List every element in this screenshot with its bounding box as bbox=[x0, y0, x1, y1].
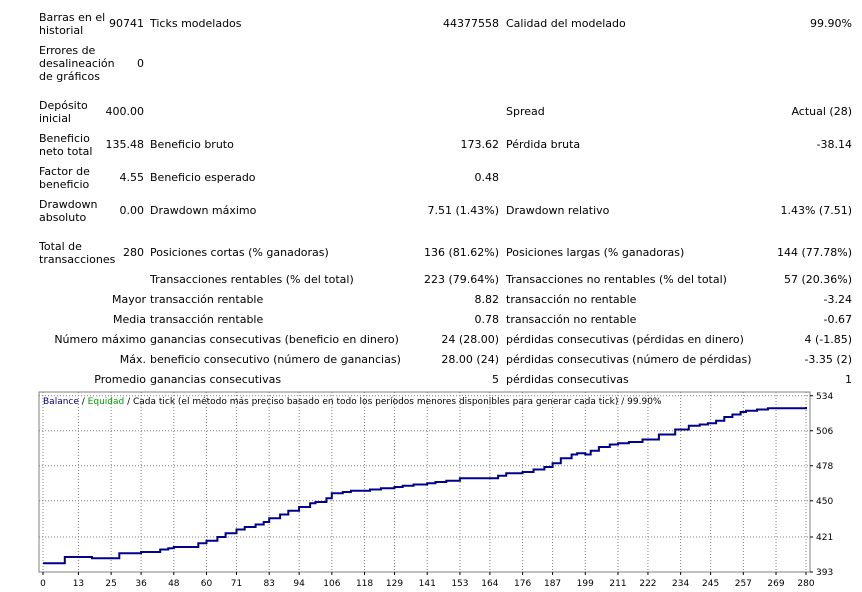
average-consecutive-label: Promedio bbox=[94, 373, 146, 386]
gross-loss-label: Pérdida bruta bbox=[506, 138, 581, 151]
loss-trades-label: Transacciones no rentables (% del total) bbox=[506, 273, 727, 286]
largest-profit-value: 8.82 bbox=[474, 293, 499, 306]
maximal-consecutive-profit-value: 28.00 (24) bbox=[441, 353, 499, 366]
long-positions-value: 144 (77.78%) bbox=[776, 246, 852, 259]
long-positions-label: Posiciones largas (% ganadoras) bbox=[506, 246, 685, 259]
absolute-drawdown-label: Drawdown absoluto bbox=[39, 198, 98, 224]
max-consecutive-losses-value: 4 (-1.85) bbox=[804, 333, 852, 346]
x-tick-label: 83 bbox=[263, 579, 275, 589]
x-tick-label: 60 bbox=[200, 579, 213, 589]
y-axis bbox=[810, 392, 833, 578]
x-tick-label: 269 bbox=[767, 579, 785, 589]
legend-equity: Equidad bbox=[87, 397, 125, 407]
maximal-drawdown-label: Drawdown máximo bbox=[150, 204, 257, 217]
total-trades-value: 280 bbox=[123, 246, 144, 259]
expected-payoff-value: 0.48 bbox=[474, 171, 499, 184]
largest-label: Mayor bbox=[112, 293, 146, 306]
initial-deposit-value: 400.00 bbox=[105, 105, 144, 118]
average-consecutive-losses-label: pérdidas consecutivas bbox=[506, 373, 629, 386]
modelling-quality-value: 99.90% bbox=[810, 17, 852, 30]
relative-drawdown-value: 1.43% (7.51) bbox=[780, 204, 852, 217]
max-consecutive-losses-label: pérdidas consecutivas (pérdidas en dinero) bbox=[506, 333, 744, 346]
y-tick-label: 421 bbox=[816, 533, 834, 543]
total-net-profit-value: 135.48 bbox=[105, 138, 144, 151]
gross-profit-value: 173.62 bbox=[460, 138, 499, 151]
gross-loss-value: -38.14 bbox=[816, 138, 852, 151]
x-tick-label: 106 bbox=[323, 579, 341, 589]
x-tick-label: 118 bbox=[355, 579, 374, 589]
bars-in-history-value: 90741 bbox=[109, 17, 144, 30]
average-consecutive-wins-value: 5 bbox=[492, 373, 499, 386]
average-label: Media bbox=[112, 313, 146, 326]
largest-loss-value: -3.24 bbox=[823, 293, 852, 306]
x-tick-label: 153 bbox=[451, 579, 469, 589]
gross-profit-label: Beneficio bruto bbox=[150, 138, 234, 151]
legend-sep: / bbox=[78, 397, 88, 407]
total-trades-label: Total de transacciones bbox=[39, 240, 116, 266]
largest-profit-label: transacción rentable bbox=[150, 293, 264, 306]
y-tick-label: 478 bbox=[816, 461, 834, 472]
x-tick-label: 48 bbox=[168, 579, 180, 589]
x-tick-label: 25 bbox=[105, 579, 117, 589]
x-tick-label: 245 bbox=[702, 579, 720, 589]
expected-payoff-label: Beneficio esperado bbox=[150, 171, 256, 184]
ticks-modelled-label: Ticks modelados bbox=[150, 17, 242, 30]
spread-value: Actual (28) bbox=[791, 105, 852, 118]
x-tick-label: 0 bbox=[40, 579, 46, 589]
x-tick-label: 280 bbox=[797, 579, 815, 589]
legend-description: / Cada tick (el método más preciso basado en todo los períodos menores disponibles para generar cada tick) / 99.90% bbox=[124, 397, 662, 407]
x-tick-label: 187 bbox=[543, 579, 562, 589]
y-tick-label: 506 bbox=[816, 426, 834, 437]
x-tick-label: 176 bbox=[514, 579, 532, 589]
loss-trades-value: 57 (20.36%) bbox=[783, 273, 852, 286]
maximal-drawdown-value: 7.51 (1.43%) bbox=[427, 204, 499, 217]
x-tick-label: 199 bbox=[576, 579, 594, 589]
x-tick-label: 257 bbox=[734, 579, 752, 589]
legend-balance: Balance bbox=[43, 397, 79, 407]
profit-trades-value: 223 (79.64%) bbox=[423, 273, 499, 286]
average-profit-label: transacción rentable bbox=[150, 313, 264, 326]
short-positions-value: 136 (81.62%) bbox=[423, 246, 499, 259]
x-tick-label: 234 bbox=[672, 579, 690, 589]
profit-trades-label: Transacciones rentables (% del total) bbox=[150, 273, 354, 286]
x-tick-label: 13 bbox=[72, 579, 85, 589]
initial-deposit-label: Depósito inicial bbox=[39, 99, 88, 125]
y-tick-label: 393 bbox=[816, 568, 834, 578]
x-tick-label: 94 bbox=[293, 579, 305, 589]
average-loss-label: transacción no rentable bbox=[506, 313, 637, 326]
maximum-label: Número máximo bbox=[54, 333, 146, 346]
average-profit-value: 0.78 bbox=[474, 313, 499, 326]
ticks-modelled-value: 44377558 bbox=[443, 17, 499, 30]
maximal-consecutive-loss-value: -3.35 (2) bbox=[804, 353, 852, 366]
mismatched-charts-value: 0 bbox=[137, 57, 144, 70]
x-tick-label: 222 bbox=[639, 579, 657, 589]
x-tick-label: 164 bbox=[481, 579, 499, 589]
y-tick-label: 534 bbox=[816, 391, 834, 402]
x-tick-label: 211 bbox=[609, 579, 627, 589]
max-consecutive-wins-value: 24 (28.00) bbox=[441, 333, 499, 346]
x-axis bbox=[40, 572, 815, 589]
maximal-consecutive-profit-label: beneficio consecutivo (número de ganancias) bbox=[150, 353, 401, 366]
bars-in-history-label: Barras en el historial bbox=[39, 11, 106, 37]
maximal-label: Máx. bbox=[119, 353, 146, 366]
x-tick-label: 71 bbox=[230, 579, 243, 589]
average-consecutive-losses-value: 1 bbox=[845, 373, 852, 386]
total-net-profit-label: Beneficio neto total bbox=[39, 132, 93, 158]
x-tick-label: 129 bbox=[385, 579, 404, 589]
maximal-consecutive-loss-label: pérdidas consecutivas (número de pérdidas) bbox=[506, 353, 752, 366]
largest-loss-label: transacción no rentable bbox=[506, 293, 637, 306]
short-positions-label: Posiciones cortas (% ganadoras) bbox=[150, 246, 329, 259]
max-consecutive-wins-label: ganancias consecutivas (beneficio en dinero) bbox=[150, 333, 399, 346]
spread-label: Spread bbox=[506, 105, 545, 118]
absolute-drawdown-value: 0.00 bbox=[119, 204, 144, 217]
relative-drawdown-label: Drawdown relativo bbox=[506, 204, 610, 217]
x-tick-label: 36 bbox=[135, 579, 147, 589]
mismatched-charts-label: Errores de desalineación de gráficos bbox=[39, 44, 115, 83]
modelling-quality-label: Calidad del modelado bbox=[506, 17, 626, 30]
plot-frame bbox=[39, 392, 810, 572]
profit-factor-label: Factor de beneficio bbox=[39, 165, 90, 191]
chart-legend bbox=[43, 396, 662, 407]
y-tick-label: 450 bbox=[816, 496, 834, 507]
x-tick-label: 141 bbox=[418, 579, 436, 589]
average-consecutive-wins-label: ganancias consecutivas bbox=[150, 373, 282, 386]
balance-chart bbox=[0, 390, 862, 592]
average-loss-value: -0.67 bbox=[823, 313, 852, 326]
profit-factor-value: 4.55 bbox=[119, 171, 144, 184]
